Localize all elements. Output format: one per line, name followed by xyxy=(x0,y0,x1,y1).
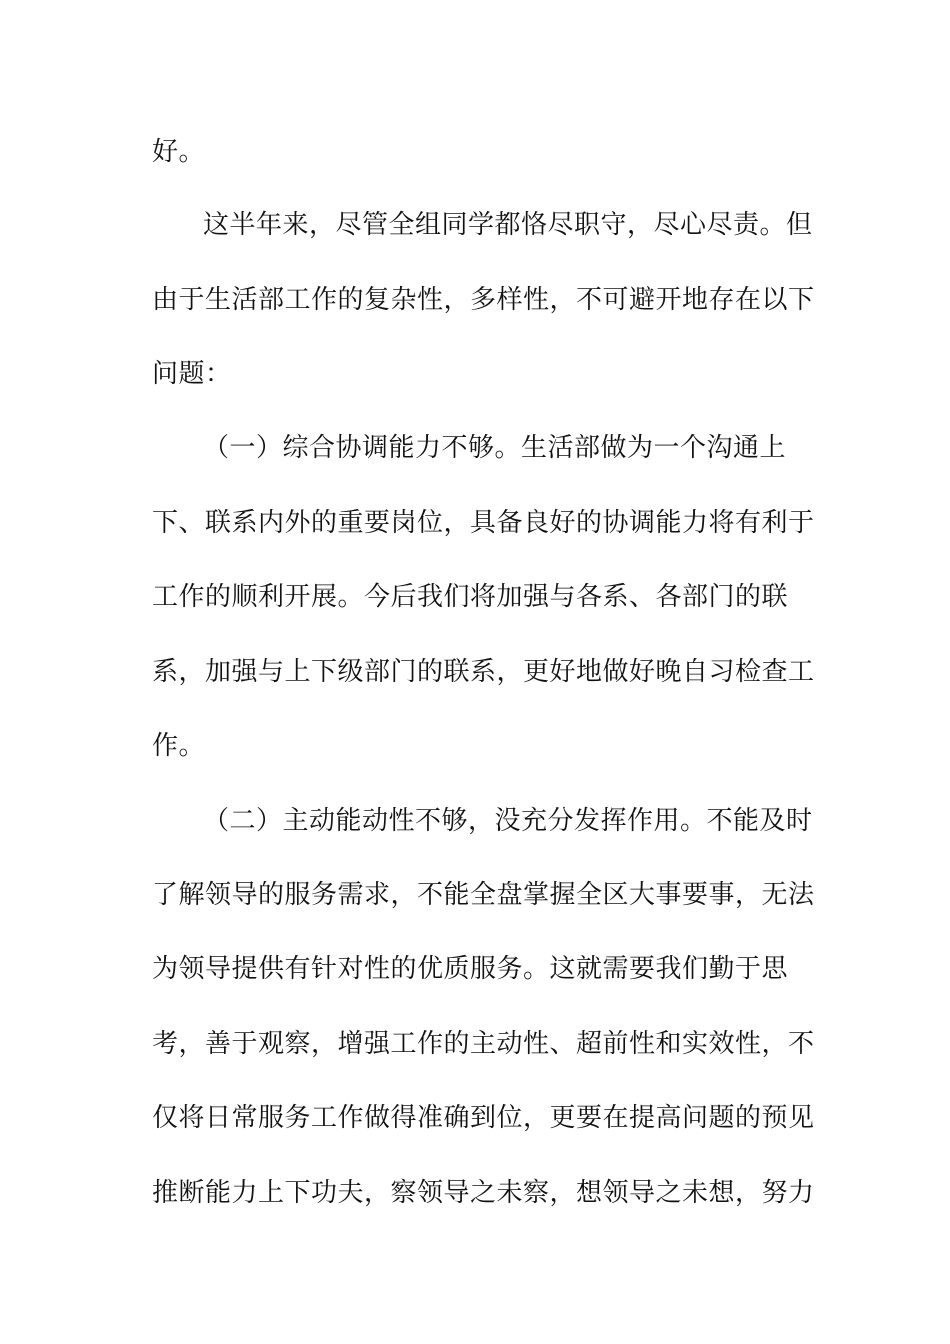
text-line: 考，善于观察，增强工作的主动性、超前性和实效性，不 xyxy=(152,1029,815,1059)
text-line: 由于生活部工作的复杂性，多样性，不可避开地存在以下 xyxy=(152,285,815,315)
paragraph-start-line: （二）主动能动性不够，没充分发挥作用。不能及时 xyxy=(203,806,813,836)
text-line: 了解领导的服务需求，不能全盘掌握全区大事要事，无法 xyxy=(152,880,815,910)
paragraph-start-line: 这半年来，尽管全组同学都恪尽职守，尽心尽责。但 xyxy=(203,210,813,240)
text-line: 系，加强与上下级部门的联系，更好地做好晚自习检查工 xyxy=(152,657,815,687)
text-line: 问题： xyxy=(152,359,232,389)
text-line: 下、联系内外的重要岗位，具备良好的协调能力将有利于 xyxy=(152,508,815,538)
paragraph-start-line: （一）综合协调能力不够。生活部做为一个沟通上 xyxy=(203,433,787,463)
text-line: 推断能力上下功夫，察领导之未察，想领导之未想，努力 xyxy=(152,1178,815,1208)
text-line: 仅将日常服务工作做得准确到位，更要在提高问题的预见 xyxy=(152,1103,815,1133)
text-line: 作。 xyxy=(152,731,206,761)
text-line: 为领导提供有针对性的优质服务。这就需要我们勤于思 xyxy=(152,954,789,984)
text-line: 工作的顺利开展。今后我们将加强与各系、各部门的联 xyxy=(152,582,789,612)
text-line: 好。 xyxy=(152,137,206,167)
